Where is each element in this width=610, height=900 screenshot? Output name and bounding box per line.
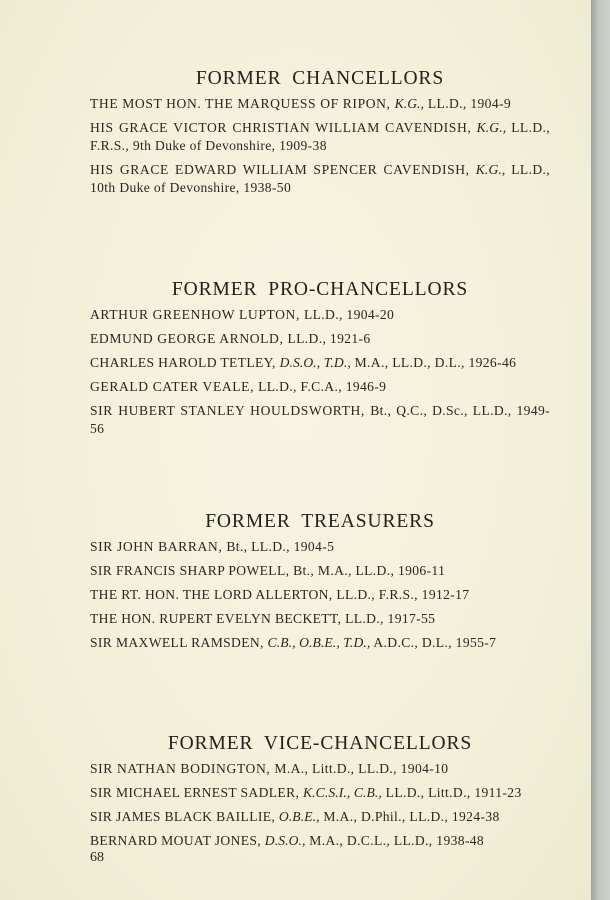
entry-name: BERNARD MOUAT JONES, bbox=[90, 833, 265, 848]
entry-details: LL.D., 10th Duke of Devonshire, 1938-50 bbox=[90, 162, 551, 195]
entry-honours: C.B., O.B.E., T.D., bbox=[267, 635, 371, 650]
list-item bbox=[90, 378, 550, 396]
entry-details: LL.D., 1904-9 bbox=[424, 96, 511, 111]
entry-honours: K.G., bbox=[475, 162, 506, 177]
list-item bbox=[90, 610, 550, 628]
list-item bbox=[90, 760, 550, 778]
entry-honours: K.G., bbox=[476, 120, 507, 135]
entry-details: M.A., D.C.L., LL.D., 1938-48 bbox=[305, 833, 485, 848]
section-former-chancellors bbox=[90, 68, 550, 203]
entry-details: LL.D., 1921-6 bbox=[287, 331, 371, 346]
page-edge-shadow bbox=[591, 0, 610, 900]
entry-details: LL.D., 1917-55 bbox=[345, 611, 436, 626]
section-heading: FORMER CHANCELLORS bbox=[195, 68, 445, 89]
entry-name: EDMUND GEORGE ARNOLD, bbox=[90, 331, 288, 346]
list-item bbox=[90, 832, 550, 850]
section-heading: FORMER TREASURERS bbox=[205, 511, 435, 532]
list-item bbox=[90, 784, 550, 802]
entry-details: LL.D., 1904-20 bbox=[303, 307, 395, 322]
page-number: 68 bbox=[90, 850, 104, 865]
entry-details: M.A., LL.D., D.L., 1926-46 bbox=[350, 355, 517, 370]
entry-name: THE MOST HON. THE MARQUESS OF RIPON, bbox=[90, 96, 395, 111]
entry-name: SIR HUBERT STANLEY HOULDSWORTH, bbox=[90, 403, 371, 418]
entry-honours: K.G., bbox=[394, 96, 425, 111]
entry-name: GERALD CATER VEALE, bbox=[90, 379, 259, 394]
entry-honours: D.S.O., T.D., bbox=[279, 355, 351, 370]
section-former-vice-chancellors bbox=[90, 733, 550, 856]
section-former-treasurers bbox=[90, 511, 550, 658]
list-item bbox=[90, 119, 550, 155]
section-heading: FORMER VICE-CHANCELLORS bbox=[167, 733, 473, 754]
list-item bbox=[90, 402, 550, 438]
entry-honours: O.B.E., bbox=[278, 809, 320, 824]
entry-name: THE HON. RUPERT EVELYN BECKETT, bbox=[90, 611, 346, 626]
entry-name: SIR JAMES BLACK BAILLIE, bbox=[90, 809, 279, 824]
entry-details: Bt., M.A., LL.D., 1906-11 bbox=[293, 563, 446, 578]
entry-name: ARTHUR GREENHOW LUPTON, bbox=[90, 307, 304, 322]
entry-details: M.A., Litt.D., LL.D., 1904-10 bbox=[274, 761, 449, 776]
entry-details: Bt., LL.D., 1904-5 bbox=[226, 539, 335, 554]
list-item bbox=[90, 808, 550, 826]
entry-details: LL.D., F.R.S., 1912-17 bbox=[336, 587, 470, 602]
entry-honours: K.C.S.I., C.B., bbox=[303, 785, 382, 800]
list-item bbox=[90, 538, 550, 556]
entry-name: THE RT. HON. THE LORD ALLERTON, bbox=[90, 587, 337, 602]
section-heading: FORMER PRO-CHANCELLORS bbox=[171, 279, 469, 300]
entry-name: HIS GRACE VICTOR CHRISTIAN WILLIAM CAVENDISH, bbox=[90, 120, 477, 135]
list-item bbox=[90, 95, 550, 113]
entry-name: SIR FRANCIS SHARP POWELL, bbox=[90, 563, 294, 578]
entry-details: A.D.C., D.L., 1955-7 bbox=[370, 635, 497, 650]
entry-details: M.A., D.Phil., LL.D., 1924-38 bbox=[319, 809, 500, 824]
section-former-pro-chancellors bbox=[90, 279, 550, 444]
entry-name: SIR JOHN BARRAN, bbox=[90, 539, 227, 554]
entry-honours: D.S.O., bbox=[264, 833, 306, 848]
list-item bbox=[90, 586, 550, 604]
entry-details: LL.D., F.C.A., 1946-9 bbox=[258, 379, 387, 394]
entry-name: HIS GRACE EDWARD WILLIAM SPENCER CAVENDISH, bbox=[90, 162, 476, 177]
list-item bbox=[90, 330, 550, 348]
entry-name: SIR MAXWELL RAMSDEN, bbox=[90, 635, 268, 650]
list-item bbox=[90, 634, 550, 652]
entry-name: SIR MICHAEL ERNEST SADLER, bbox=[90, 785, 303, 800]
entry-details: Bt., Q.C., D.Sc., LL.D., 1949-56 bbox=[90, 403, 550, 436]
list-item bbox=[90, 562, 550, 580]
entry-details: LL.D., Litt.D., 1911-23 bbox=[381, 785, 522, 800]
list-item bbox=[90, 161, 550, 197]
list-item bbox=[90, 306, 550, 324]
entry-name: CHARLES HAROLD TETLEY, bbox=[90, 355, 280, 370]
entry-name: SIR NATHAN BODINGTON, bbox=[90, 761, 275, 776]
list-item bbox=[90, 354, 550, 372]
entry-details: LL.D., F.R.S., 9th Duke of Devonshire, 1909-38 bbox=[90, 120, 550, 153]
